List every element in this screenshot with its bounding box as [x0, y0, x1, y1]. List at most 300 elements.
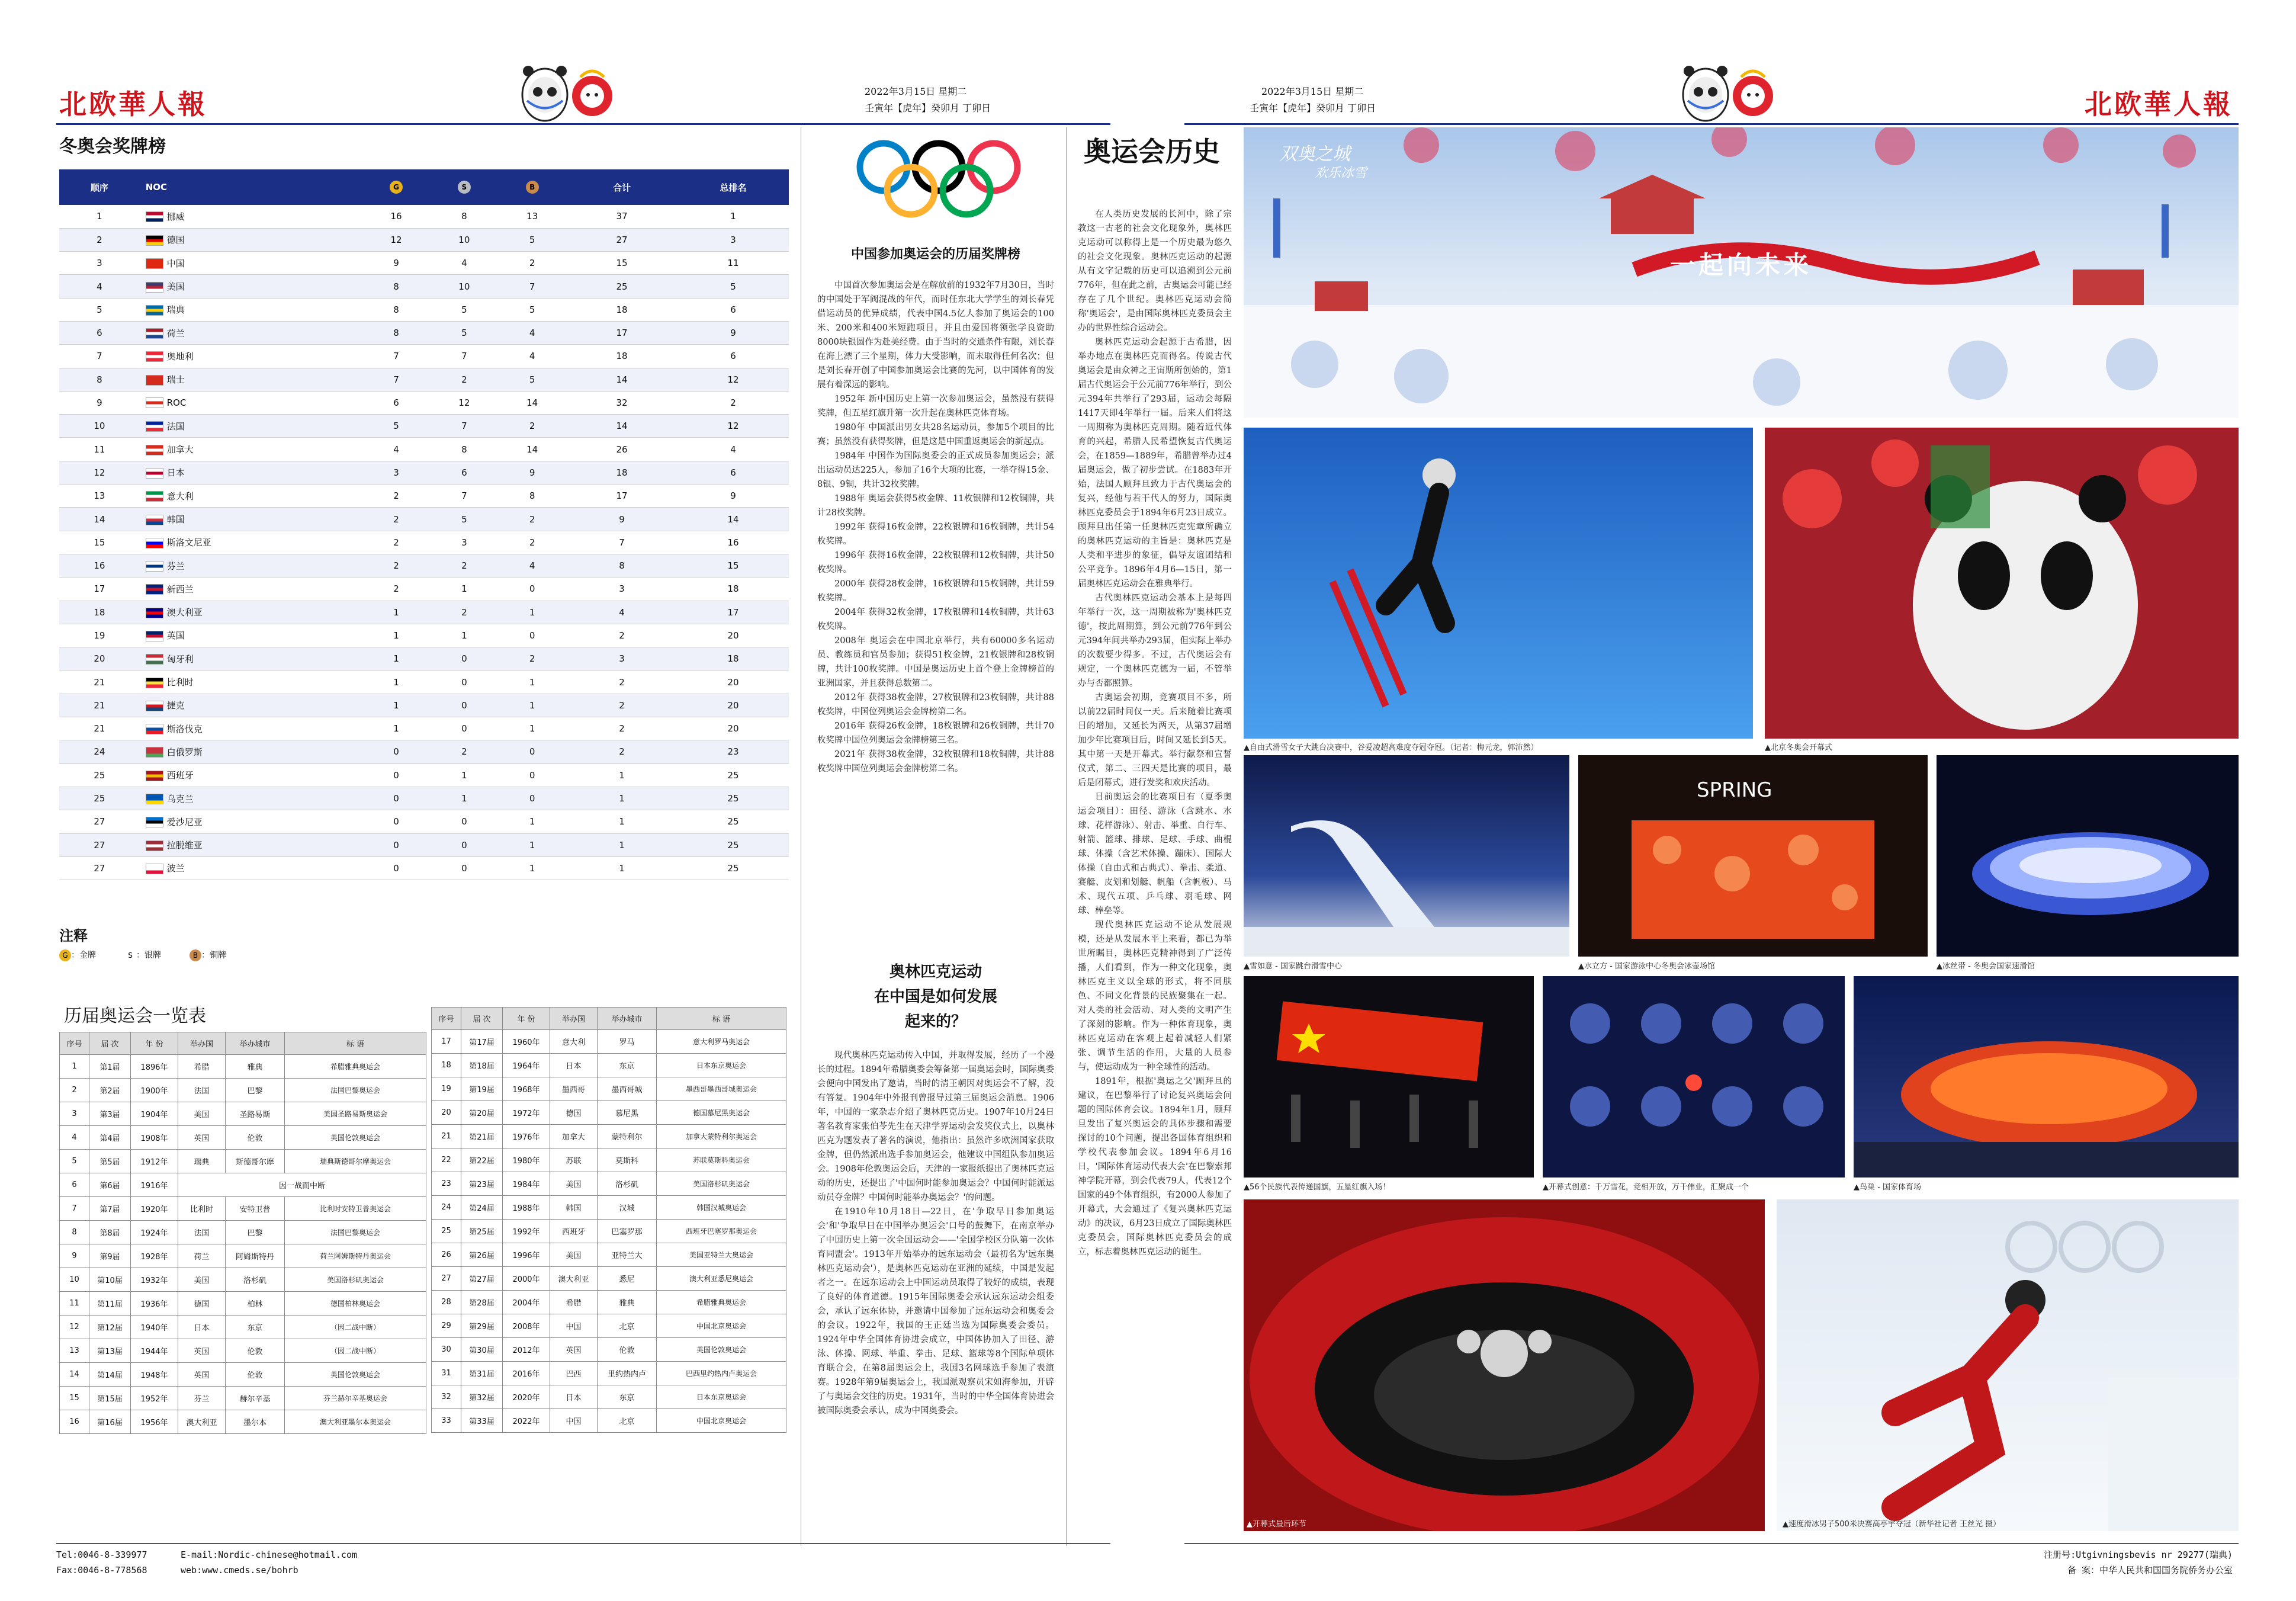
list-cell: 第7届 — [89, 1197, 131, 1221]
rank-cell: 21 — [59, 670, 140, 694]
list-cell: 1924年 — [131, 1221, 178, 1244]
list-cell: 韩国汉城奥运会 — [657, 1196, 786, 1220]
list-cell: 第26届 — [461, 1243, 503, 1267]
silver-cell: 5 — [430, 508, 498, 531]
silver-cell: 2 — [430, 368, 498, 391]
list-cell: 23 — [432, 1172, 461, 1196]
article-paragraph: 古代奥林匹克运动会基本上是每四年举行一次，这一周期被称为'奥林匹克德'，按此周期算，到公元前776年到公元394年间共举办293届，但实际上举办的次数要少得多。不过，古代奥运会有规定，一个奥林匹克德为一届，不管举办与否都照算。 — [1078, 593, 1232, 688]
silver-cell: 8 — [430, 438, 498, 461]
overall-rank-cell: 12 — [677, 368, 789, 391]
list-cell: 澳大利亚悉尼奥运会 — [657, 1267, 786, 1291]
total-cell: 2 — [566, 717, 677, 740]
list-cell: 雅典 — [226, 1055, 285, 1079]
country-name: 爱沙尼亚 — [166, 816, 203, 827]
list-cell: 第13届 — [89, 1339, 131, 1363]
total-cell: 18 — [566, 461, 677, 484]
list-cell: 加拿大蒙特利尔奥运会 — [657, 1125, 786, 1148]
noc-cell — [140, 554, 362, 577]
list-cell: 伦敦 — [598, 1338, 657, 1362]
gold-cell: 4 — [362, 438, 431, 461]
banner-illustration — [1244, 127, 2239, 418]
total-cell: 18 — [566, 298, 677, 321]
list-cell: 第10届 — [89, 1268, 131, 1292]
rank-cell: 19 — [59, 624, 140, 647]
footer-registration — [1948, 1547, 2233, 1578]
list-cell: 1900年 — [131, 1079, 178, 1102]
table-row — [60, 1173, 426, 1197]
list-cell: 第29届 — [461, 1314, 503, 1338]
country-name: 瑞典 — [166, 304, 185, 316]
list-cell: 安特卫普 — [226, 1197, 285, 1221]
article-paragraph: 古奥运会初期，竞赛项目不多，所以前22届时间仅一天。后来随着比赛项目的增加，又延长为两天，从第37届增加少年比赛项目后，时间又延长到5天。其中第一天是开幕式。举行献祭和宣誓仪式，第二、三四天是比赛的项目，最后是闭幕式，进行发奖和欢庆活动。 — [1078, 693, 1232, 788]
noc-cell — [140, 787, 362, 810]
table-row — [59, 461, 789, 484]
rank-cell: 20 — [59, 647, 140, 670]
bronze-cell: 2 — [498, 252, 566, 275]
silver-cell: 0 — [430, 647, 498, 670]
list-cell: 第1届 — [89, 1055, 131, 1079]
list-cell: 东京 — [598, 1385, 657, 1409]
noc-cell — [140, 810, 362, 833]
gold-cell: 7 — [362, 345, 431, 368]
silver-cell: 0 — [430, 670, 498, 694]
silver-cell: 5 — [430, 298, 498, 321]
table-row — [59, 438, 789, 461]
rank-cell: 15 — [59, 531, 140, 554]
overall-rank-cell: 16 — [677, 531, 789, 554]
noc-cell — [140, 368, 362, 391]
list-cell: 第12届 — [89, 1316, 131, 1339]
list-cell: 莫斯科 — [598, 1148, 657, 1172]
country-name: 日本 — [166, 467, 185, 479]
table-row — [60, 1221, 426, 1244]
gold-cell: 2 — [362, 554, 431, 577]
flag-icon — [146, 468, 163, 479]
rank-cell: 1 — [59, 205, 140, 228]
overall-rank-cell: 18 — [677, 577, 789, 601]
noc-cell — [140, 415, 362, 438]
list-cell: 希腊 — [550, 1291, 598, 1314]
flag-icon — [146, 258, 163, 269]
national-flag-scene — [1244, 976, 1534, 1178]
overall-rank-cell: 9 — [677, 485, 789, 508]
legend-bronze-label: ：铜牌 — [201, 951, 226, 960]
list-cell: 1988年 — [503, 1196, 550, 1220]
list-cell: 第4届 — [89, 1126, 131, 1150]
list-cell: 日本 — [550, 1054, 598, 1077]
gold-cell: 1 — [362, 694, 431, 717]
bronze-cell: 5 — [498, 368, 566, 391]
list-cell: 赫尔辛基 — [226, 1387, 285, 1410]
table-row — [59, 694, 789, 717]
list-cell: 墨西哥墨西哥城奥运会 — [657, 1077, 786, 1101]
list-cell: 第27届 — [461, 1267, 503, 1291]
list-cell: 2008年 — [503, 1314, 550, 1338]
olympics-list-right-body — [432, 1030, 786, 1433]
bronze-cell: 8 — [498, 485, 566, 508]
list-cell: 英国伦敦奥运会 — [285, 1363, 426, 1387]
bronze-cell: 4 — [498, 554, 566, 577]
list-cell: 1 — [60, 1055, 89, 1079]
table-row — [432, 1172, 786, 1196]
rank-cell: 25 — [59, 763, 140, 787]
total-cell: 1 — [566, 810, 677, 833]
table-row — [432, 1077, 786, 1101]
medal-section-title: 冬奥会奖牌榜 — [59, 136, 166, 157]
noc-cell — [140, 694, 362, 717]
olympics-list-left-body — [60, 1055, 426, 1434]
list-cell: 韩国 — [550, 1196, 598, 1220]
table-row — [59, 345, 789, 368]
article-paragraph: 1988年 奥运会获得5枚金牌、11枚银牌和12枚铜牌，共计28枚奖牌。 — [817, 494, 1054, 518]
list-cell: 第18届 — [461, 1054, 503, 1077]
col-silver — [430, 169, 498, 205]
flag-icon — [146, 351, 163, 362]
table-row — [60, 1244, 426, 1268]
list-cell: 4 — [60, 1126, 89, 1150]
flag-icon — [146, 235, 163, 246]
list-cell: 苏联 — [550, 1148, 598, 1172]
article-paragraph: 现代奥林匹克运动不论从发展规模，还是从发展水平上来看，都已为举世所瞩目，奥林匹克精神得到了广泛传播，人们看到，作为一种文化现象，奥林匹克主义以全球的形式，将不同肤色、不同文化背景的民族聚集在一起。对人类的社会活动、对人类的文明产生了深刻的影响。作为一种体育现象，奥林匹克运动在客观上起着减轻人们紧张、调节生活的作用，大量的人员参与，使运动成为一种全球性的活动。 — [1078, 920, 1232, 1072]
list-cell: 澳大利亚墨尔本奥运会 — [285, 1410, 426, 1434]
flag-icon — [146, 211, 163, 222]
table-row — [60, 1363, 426, 1387]
total-cell: 15 — [566, 252, 677, 275]
article-paragraph: 1980年 中国派出男女共28名运动员，参加5个项目的比赛；虽然没有获得奖牌，但是这是中国重返奥运会的新起点。 — [817, 423, 1054, 447]
bronze-cell: 1 — [498, 833, 566, 856]
rank-cell: 12 — [59, 461, 140, 484]
country-name: 挪威 — [166, 211, 185, 222]
rank-cell: 27 — [59, 856, 140, 880]
table-row — [60, 1268, 426, 1292]
list-cell-merged: 因一战而中断 — [178, 1173, 426, 1197]
list-cell: 墨西哥 — [550, 1077, 598, 1101]
silver-cell: 2 — [430, 554, 498, 577]
list-cell: 1964年 — [503, 1054, 550, 1077]
country-name: 捷克 — [166, 700, 185, 711]
overall-rank-cell: 25 — [677, 763, 789, 787]
list-header-cell: 举办城市 — [226, 1032, 285, 1055]
total-cell: 17 — [566, 321, 677, 344]
total-cell: 37 — [566, 205, 677, 228]
flag-icon — [146, 654, 163, 665]
bronze-cell: 9 — [498, 461, 566, 484]
rank-cell: 16 — [59, 554, 140, 577]
list-cell: 北京 — [598, 1409, 657, 1433]
list-header-cell: 举办城市 — [598, 1008, 657, 1030]
silver-cell: 0 — [430, 717, 498, 740]
footer-rule-right — [1184, 1543, 2239, 1544]
list-cell: 1940年 — [131, 1316, 178, 1339]
rank-cell: 6 — [59, 321, 140, 344]
list-cell: 亚特兰大 — [598, 1243, 657, 1267]
list-cell: 巴黎 — [226, 1221, 285, 1244]
table-row — [59, 368, 789, 391]
table-row — [59, 531, 789, 554]
list-cell: 巴黎 — [226, 1079, 285, 1102]
list-cell: 北京 — [598, 1314, 657, 1338]
country-name: 斯洛文尼亚 — [166, 537, 211, 548]
list-cell: 7 — [60, 1197, 89, 1221]
table-row — [59, 856, 789, 880]
noc-cell — [140, 856, 362, 880]
list-cell: 第23届 — [461, 1172, 503, 1196]
list-cell: （因二战中断） — [285, 1339, 426, 1363]
gold-cell: 1 — [362, 624, 431, 647]
list-cell: 澳大利亚 — [550, 1267, 598, 1291]
rank-cell: 27 — [59, 833, 140, 856]
table-row — [432, 1385, 786, 1409]
country-name: 英国 — [166, 630, 185, 641]
list-header-cell: 年 份 — [131, 1032, 178, 1055]
rank-cell: 27 — [59, 810, 140, 833]
total-cell: 17 — [566, 485, 677, 508]
speed-skater-figure — [1777, 1199, 2239, 1531]
list-cell: 里约热内卢 — [598, 1362, 657, 1385]
china-article-title — [811, 960, 1060, 1034]
flag-icon — [146, 840, 163, 851]
total-cell: 8 — [566, 554, 677, 577]
list-cell: 芬兰 — [178, 1387, 226, 1410]
table-row — [60, 1079, 426, 1102]
gold-cell: 12 — [362, 228, 431, 251]
list-cell: 伦敦 — [226, 1339, 285, 1363]
list-cell: 阿姆斯特丹 — [226, 1244, 285, 1268]
rank-cell: 4 — [59, 275, 140, 298]
gold-cell: 5 — [362, 415, 431, 438]
footer-email[interactable]: E-mail:Nordic-chinese@hotmail.com — [181, 1549, 358, 1560]
china-title-line-2: 在中国是如何发展 — [874, 988, 997, 1006]
opening-mascot-photo — [1765, 428, 2239, 739]
table-row — [432, 1054, 786, 1077]
noc-cell — [140, 461, 362, 484]
article-paragraph: 2004年 获得32枚金牌，17枚银牌和14枚铜牌，共计63枚奖牌。 — [817, 608, 1054, 631]
flag-icon — [146, 491, 163, 502]
bronze-medal-icon: B — [526, 181, 539, 194]
list-cell: 英国 — [178, 1363, 226, 1387]
list-cell: 英国伦敦奥运会 — [285, 1126, 426, 1150]
overall-rank-cell: 2 — [677, 391, 789, 414]
country-name: 斯洛伐克 — [166, 723, 203, 734]
gold-cell: 2 — [362, 577, 431, 601]
list-cell: 1916年 — [131, 1173, 178, 1197]
country-name: 中国 — [166, 258, 185, 269]
flag-icon — [146, 584, 163, 595]
legend-silver — [124, 949, 161, 961]
list-cell: 1948年 — [131, 1363, 178, 1387]
silver-cell: 1 — [430, 624, 498, 647]
table-row — [59, 205, 789, 228]
list-cell: 第25届 — [461, 1220, 503, 1243]
list-cell: 墨西哥城 — [598, 1077, 657, 1101]
table-row — [60, 1197, 426, 1221]
ice-ribbon-photo — [1937, 755, 2239, 957]
overall-rank-cell: 12 — [677, 415, 789, 438]
noc-cell — [140, 763, 362, 787]
list-cell: 28 — [432, 1291, 461, 1314]
total-cell: 1 — [566, 787, 677, 810]
noc-cell — [140, 391, 362, 414]
gold-cell: 1 — [362, 601, 431, 624]
bronze-cell: 0 — [498, 624, 566, 647]
list-cell: 日本 — [550, 1385, 598, 1409]
overall-rank-cell: 23 — [677, 740, 789, 763]
total-cell: 14 — [566, 368, 677, 391]
list-cell: 19 — [432, 1077, 461, 1101]
list-cell: 1980年 — [503, 1148, 550, 1172]
overall-rank-cell: 14 — [677, 508, 789, 531]
list-cell: 17 — [432, 1030, 461, 1054]
silver-cell: 0 — [430, 833, 498, 856]
gold-cell: 9 — [362, 252, 431, 275]
silver-cell: 8 — [430, 205, 498, 228]
table-row — [59, 647, 789, 670]
list-cell: 日本东京奥运会 — [657, 1385, 786, 1409]
skier-figure — [1244, 428, 1753, 739]
list-cell: 法国巴黎奥运会 — [285, 1221, 426, 1244]
flag-icon — [146, 421, 163, 432]
gold-cell: 2 — [362, 508, 431, 531]
olympics-list-left — [59, 1032, 426, 1434]
list-cell: 1968年 — [503, 1077, 550, 1101]
flag-icon — [146, 771, 163, 781]
olympics-list-left-wrap — [59, 1032, 426, 1434]
rank-cell: 14 — [59, 508, 140, 531]
flag-icon — [146, 538, 163, 548]
rank-cell: 8 — [59, 368, 140, 391]
gold-cell: 0 — [362, 810, 431, 833]
overall-rank-cell: 17 — [677, 601, 789, 624]
list-cell: 31 — [432, 1362, 461, 1385]
gold-cell: 0 — [362, 833, 431, 856]
bronze-cell: 2 — [498, 415, 566, 438]
bronze-cell: 4 — [498, 345, 566, 368]
gold-medal-icon: G — [59, 949, 71, 961]
overall-rank-cell: 20 — [677, 624, 789, 647]
table-row — [59, 624, 789, 647]
article-paragraph: 2012年 获得38枚金牌，27枚银牌和23枚铜牌，共计88枚奖牌，中国位列奥运会金牌榜第二名。 — [817, 693, 1054, 717]
list-cell: 法国 — [178, 1079, 226, 1102]
article-paragraph: 1992年 获得16枚金牌，22枚银牌和16枚铜牌，共计54枚奖牌。 — [817, 522, 1054, 546]
china-title-line-3: 起来的？ — [904, 1013, 966, 1031]
silver-cell: 0 — [430, 694, 498, 717]
col-bronze — [498, 169, 566, 205]
list-cell: 美国亚特兰大奥运会 — [657, 1243, 786, 1267]
flag-icon — [146, 747, 163, 758]
gold-cell: 8 — [362, 275, 431, 298]
col-gold — [362, 169, 431, 205]
article-paragraph: 1891年，根据'奥运之父'顾拜旦的建议，在巴黎举行了讨论复兴奥运会问题的国际体育会议。1894年1月，顾拜旦发出了复兴奥运会的具体步骤和需要探讨的10个问题，提出各国体育组织和学校代表参加会议。1894年6月16日，'国际体育运动代表大会'在巴黎索邦神学院开幕，到会代表79人，代表12个国家的49个体育组织，有2000人参加了开幕式，大会通过了《复兴奥林匹克运动》的决议，6月23日成立了国际奥林匹克委员会，国际奥林匹克委员会的成立，标志着奥林匹克运动的诞生。 — [1078, 1077, 1232, 1257]
list-cell: 第14届 — [89, 1363, 131, 1387]
rank-cell: 25 — [59, 787, 140, 810]
water-cube-venue — [1578, 755, 1928, 957]
bronze-cell: 1 — [498, 810, 566, 833]
overall-rank-cell: 5 — [677, 275, 789, 298]
list-cell: 1960年 — [503, 1030, 550, 1054]
overall-rank-cell: 4 — [677, 438, 789, 461]
list-header-cell: 举办国 — [550, 1008, 598, 1030]
noc-cell — [140, 740, 362, 763]
rank-cell: 9 — [59, 391, 140, 414]
date-line-right: 2022年3月15日 星期二 — [1261, 86, 1364, 97]
table-row — [60, 1126, 426, 1150]
table-row — [60, 1150, 426, 1173]
list-cell: 第20届 — [461, 1101, 503, 1125]
china-title-line-1: 奥林匹克运动 — [889, 963, 982, 981]
list-cell: 2004年 — [503, 1291, 550, 1314]
country-name: 西班牙 — [166, 770, 194, 781]
list-cell: 希腊雅典奥运会 — [657, 1291, 786, 1314]
table-row — [59, 415, 789, 438]
total-cell: 7 — [566, 531, 677, 554]
list-cell: 巴西里约热内卢奥运会 — [657, 1362, 786, 1385]
footer-rule-left — [56, 1543, 1110, 1544]
list-cell: 9 — [60, 1244, 89, 1268]
flag-icon — [146, 561, 163, 572]
article-paragraph: 在1910年10月18日—22日，在'争取早日参加奥运会'和'争取早日在中国举办奥运会'口号的鼓舞下，在南京举办了中国历史上第一次全国运动会——'全国学校区分队第一次体育同盟会'。1913年开始举办的远东运动会（最初名为'远东奥林匹克运动会'），是奥林匹克运动在亚洲的延续，中国是发起者之一。在远东运动会上中国运动员取得了较好的成绩，表现了良好的体育道德。1915年国际奥委会承认远东运动会组委会，承认了远东体协，并邀请中国参加了远东运动会和奥委会的会议。1922年，我国的王正廷当选为国际奥委会委员。1924年中华全国体育协进会成立，中国体协加入了田径、游泳、体操、网球、举重、拳击、足球、篮球等8个国际单项体育联合会，在第8届奥运会上，我国3名网球选手参加了表演赛。1928年第9届奥运会上，我国派观察员宋如海参加，开辟了与奥运会交往的历史。1931年，当时的中华全国体育协进会被国际奥委会承认，成为中国奥委会。 — [817, 1207, 1054, 1416]
list-cell: 芬兰赫尔辛基奥运会 — [285, 1387, 426, 1410]
total-cell: 1 — [566, 763, 677, 787]
country-name: 瑞士 — [166, 374, 185, 386]
flag-photo — [1244, 976, 1534, 1178]
list-cell: 5 — [60, 1150, 89, 1173]
list-cell: 蒙特利尔 — [598, 1125, 657, 1148]
list-cell: 2016年 — [503, 1362, 550, 1385]
ceremony-photo — [1244, 1199, 1765, 1531]
birds-nest-caption: ▲鸟巢 - 国家体育场 — [1854, 1183, 1921, 1192]
list-header-cell: 年 份 — [503, 1008, 550, 1030]
freestyle-photo — [1244, 428, 1753, 739]
gold-cell: 3 — [362, 461, 431, 484]
silver-cell: 0 — [430, 856, 498, 880]
overall-rank-cell: 25 — [677, 787, 789, 810]
article-paragraph: 1984年 中国作为国际奥委会的正式成员参加奥运会；派出运动员达225人，参加了16个大项的比赛，一举夺得15金、8银、9铜，共计32枚奖牌。 — [817, 451, 1054, 489]
country-name: 奥地利 — [166, 351, 194, 362]
lunar-line-right: 壬寅年【虎年】癸卯月 丁卯日 — [1250, 102, 1376, 114]
mascot-pair-left — [515, 59, 622, 124]
table-row — [60, 1339, 426, 1363]
total-cell: 9 — [566, 508, 677, 531]
rank-cell: 24 — [59, 740, 140, 763]
country-name: 新西兰 — [166, 583, 194, 595]
medal-table-body — [59, 205, 789, 880]
list-cell: 第22届 — [461, 1148, 503, 1172]
list-header-cell: 届 次 — [461, 1008, 503, 1030]
ski-jump-caption: ▲雪如意 - 国家跳台滑雪中心 — [1244, 962, 1342, 971]
list-cell: 苏联莫斯科奥运会 — [657, 1148, 786, 1172]
list-cell: 1992年 — [503, 1220, 550, 1243]
list-cell: 2022年 — [503, 1409, 550, 1433]
list-cell: 英国 — [550, 1338, 598, 1362]
country-name: 美国 — [166, 281, 185, 293]
column-divider — [1066, 127, 1067, 1546]
overall-rank-cell: 6 — [677, 461, 789, 484]
table-row — [59, 508, 789, 531]
footer-web[interactable]: web:www.cmeds.se/bohrb — [181, 1565, 298, 1576]
flag-caption: ▲56个民族代表传递国旗，五星红旗入场！ — [1244, 1183, 1391, 1192]
silver-cell: 1 — [430, 577, 498, 601]
article-paragraph: 现代奥林匹克运动传入中国，并取得发展，经历了一个漫长的过程。1894年希腊奥委会筹备第一届奥运会时，国际奥委会便向中国发出了邀请，当时的清王朝因对奥运会不了解，没有答复。1904年中外报刊曾报导过第三届奥运会消息。1906年，中国的一家杂志介绍了奥林匹克历史。1907年10月24日著名教育家张伯苓先生在天津学界运动会发奖仪式上，以奥林匹克为题发表了著名的演说，他指出：虽然许多欧洲国家获取金牌，但仍然派出选手参加奥运会，他建议中国组队参加奥运会。1908年伦敦奥运会后，天津的一家报纸提出了奥林匹克运动的历史，还提出了'中国何时能参加奥运会？中国何时能派运动员夺金牌？中国何时能举办奥运会？'的问题。 — [817, 1051, 1054, 1202]
rank-cell: 11 — [59, 438, 140, 461]
noc-cell — [140, 508, 362, 531]
flag-icon — [146, 794, 163, 804]
bronze-cell: 13 — [498, 205, 566, 228]
bronze-cell: 0 — [498, 577, 566, 601]
silver-cell: 1 — [430, 787, 498, 810]
flag-icon — [146, 864, 163, 874]
flag-icon — [146, 515, 163, 525]
list-cell: 比利时安特卫普奥运会 — [285, 1197, 426, 1221]
